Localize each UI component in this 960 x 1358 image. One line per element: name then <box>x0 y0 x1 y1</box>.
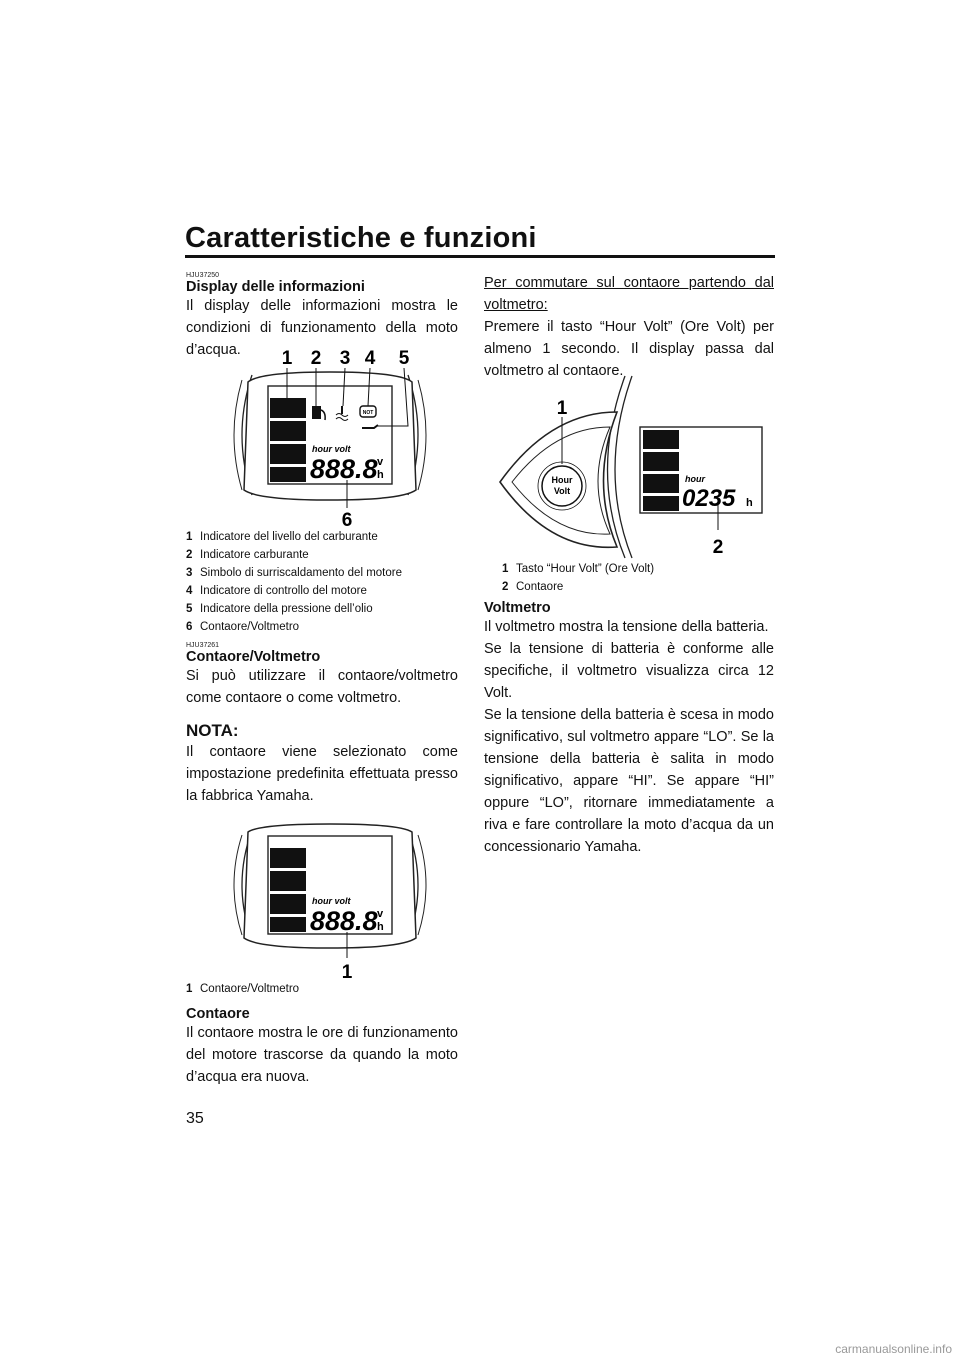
nota-body: Il contaore viene selezionato come impostazione predefinita effettuata presso la fabbrica Yamaha. <box>186 744 458 804</box>
callout-5: 5 <box>398 348 410 369</box>
hour-label: hour <box>685 474 705 484</box>
page-title: Caratteristiche e funzioni <box>185 222 537 254</box>
callout-6: 6 <box>341 510 353 530</box>
callout-3: 3 <box>339 348 351 369</box>
lcd-digits: 888.8 <box>310 906 378 936</box>
legend-item: 2 Contaore <box>502 581 564 593</box>
switch-body: Premere il tasto “Hour Volt” (Ore Volt) per almeno 1 secondo. Il display passa dal voltmetro al contaore. <box>484 319 774 379</box>
nota-heading: NOTA: <box>186 721 239 740</box>
page-number: 35 <box>186 1110 204 1127</box>
lcd-digits: 0235 <box>682 485 736 512</box>
legend-fig1 <box>186 528 458 636</box>
callout-4: 4 <box>364 348 376 369</box>
legend-item: 6 Contaore/Voltmetro <box>186 621 300 633</box>
voltmetro-p3: Se la tensione della batteria è scesa in modo significativo, sul voltmetro appare “LO”. Se la tensione della batteria è salita in modo significativo, appare “HI”. Se appare “HI” oppure “LO”, ritornare immediatamente a riva e fare controllare la moto d’acqua da un concessionario Yamaha. <box>484 707 774 855</box>
section-voltmetro <box>484 600 774 858</box>
unit-h: h <box>377 921 384 933</box>
legend-item: 1 Contaore/Voltmetro <box>186 983 300 995</box>
legend-item: 3 Simbolo di surriscaldamento del motore <box>186 567 402 579</box>
legend-item: 4 Indicatore di controllo del motore <box>186 585 367 597</box>
section-body-display: Il display delle informazioni mostra le condizioni di funzionamento della moto d’acqua. <box>186 298 458 358</box>
figure-hour-volt-button <box>490 372 772 562</box>
section-heading: Contaore <box>186 1006 250 1022</box>
hour-volt-label: hour volt <box>312 896 351 906</box>
section-body: Si può utilizzare il contaore/voltmetro come contaore o come voltmetro. <box>186 668 458 706</box>
voltmetro-p1: Il voltmetro mostra la tensione della batteria. <box>484 619 769 635</box>
button-label-volt: Volt <box>553 486 571 496</box>
unit-v: v <box>377 908 384 920</box>
callout-2: 2 <box>712 537 724 558</box>
engine-check-icon-text: NOT <box>362 410 374 416</box>
section-code: HJU37261 <box>186 642 220 649</box>
switch-heading: Per commutare sul contaore partendo dal voltmetro: <box>484 275 774 313</box>
unit-v: v <box>377 456 384 468</box>
section-heading: Contaore/Voltmetro <box>186 649 321 665</box>
legend-item: 2 Indicatore carburante <box>186 549 309 561</box>
callout-1: 1 <box>281 348 293 369</box>
section-heading: Voltmetro <box>484 600 551 616</box>
section-contaore <box>186 1006 458 1088</box>
callout-2: 2 <box>310 348 322 369</box>
figure-info-display <box>230 340 430 530</box>
section-code: HJU37250 <box>186 272 220 279</box>
figure-hour-volt <box>230 820 430 980</box>
section-body: Il contaore mostra le ore di funzionamento del motore trascorse da quando la moto d’acqua era nuova. <box>186 1025 458 1085</box>
callout-1: 1 <box>556 398 568 419</box>
legend-fig2 <box>186 980 458 998</box>
legend-item: 5 Indicatore della pressione dell’olio <box>186 603 373 615</box>
right-column-top <box>484 272 774 382</box>
section-contaore-voltmetro <box>186 642 458 807</box>
hour-volt-label: hour volt <box>312 444 351 454</box>
button-label-hour: Hour <box>551 475 573 485</box>
voltmetro-p2: Se la tensione di batteria è conforme alle specifiche, il voltmetro visualizza circa 12 Volt. <box>484 641 774 701</box>
section-heading-display: Display delle informazioni <box>186 279 365 295</box>
unit-h: h <box>746 497 753 509</box>
legend-item: 1 Tasto “Hour Volt” (Ore Volt) <box>502 563 655 575</box>
lcd-digits: 888.8 <box>310 454 378 484</box>
legend-item: 1 Indicatore del livello del carburante <box>186 531 378 543</box>
watermark: carmanualsonline.info <box>835 1342 952 1356</box>
title-rule <box>185 255 775 258</box>
callout-1: 1 <box>341 962 353 980</box>
unit-h: h <box>377 469 384 481</box>
legend-fig3 <box>502 560 774 596</box>
